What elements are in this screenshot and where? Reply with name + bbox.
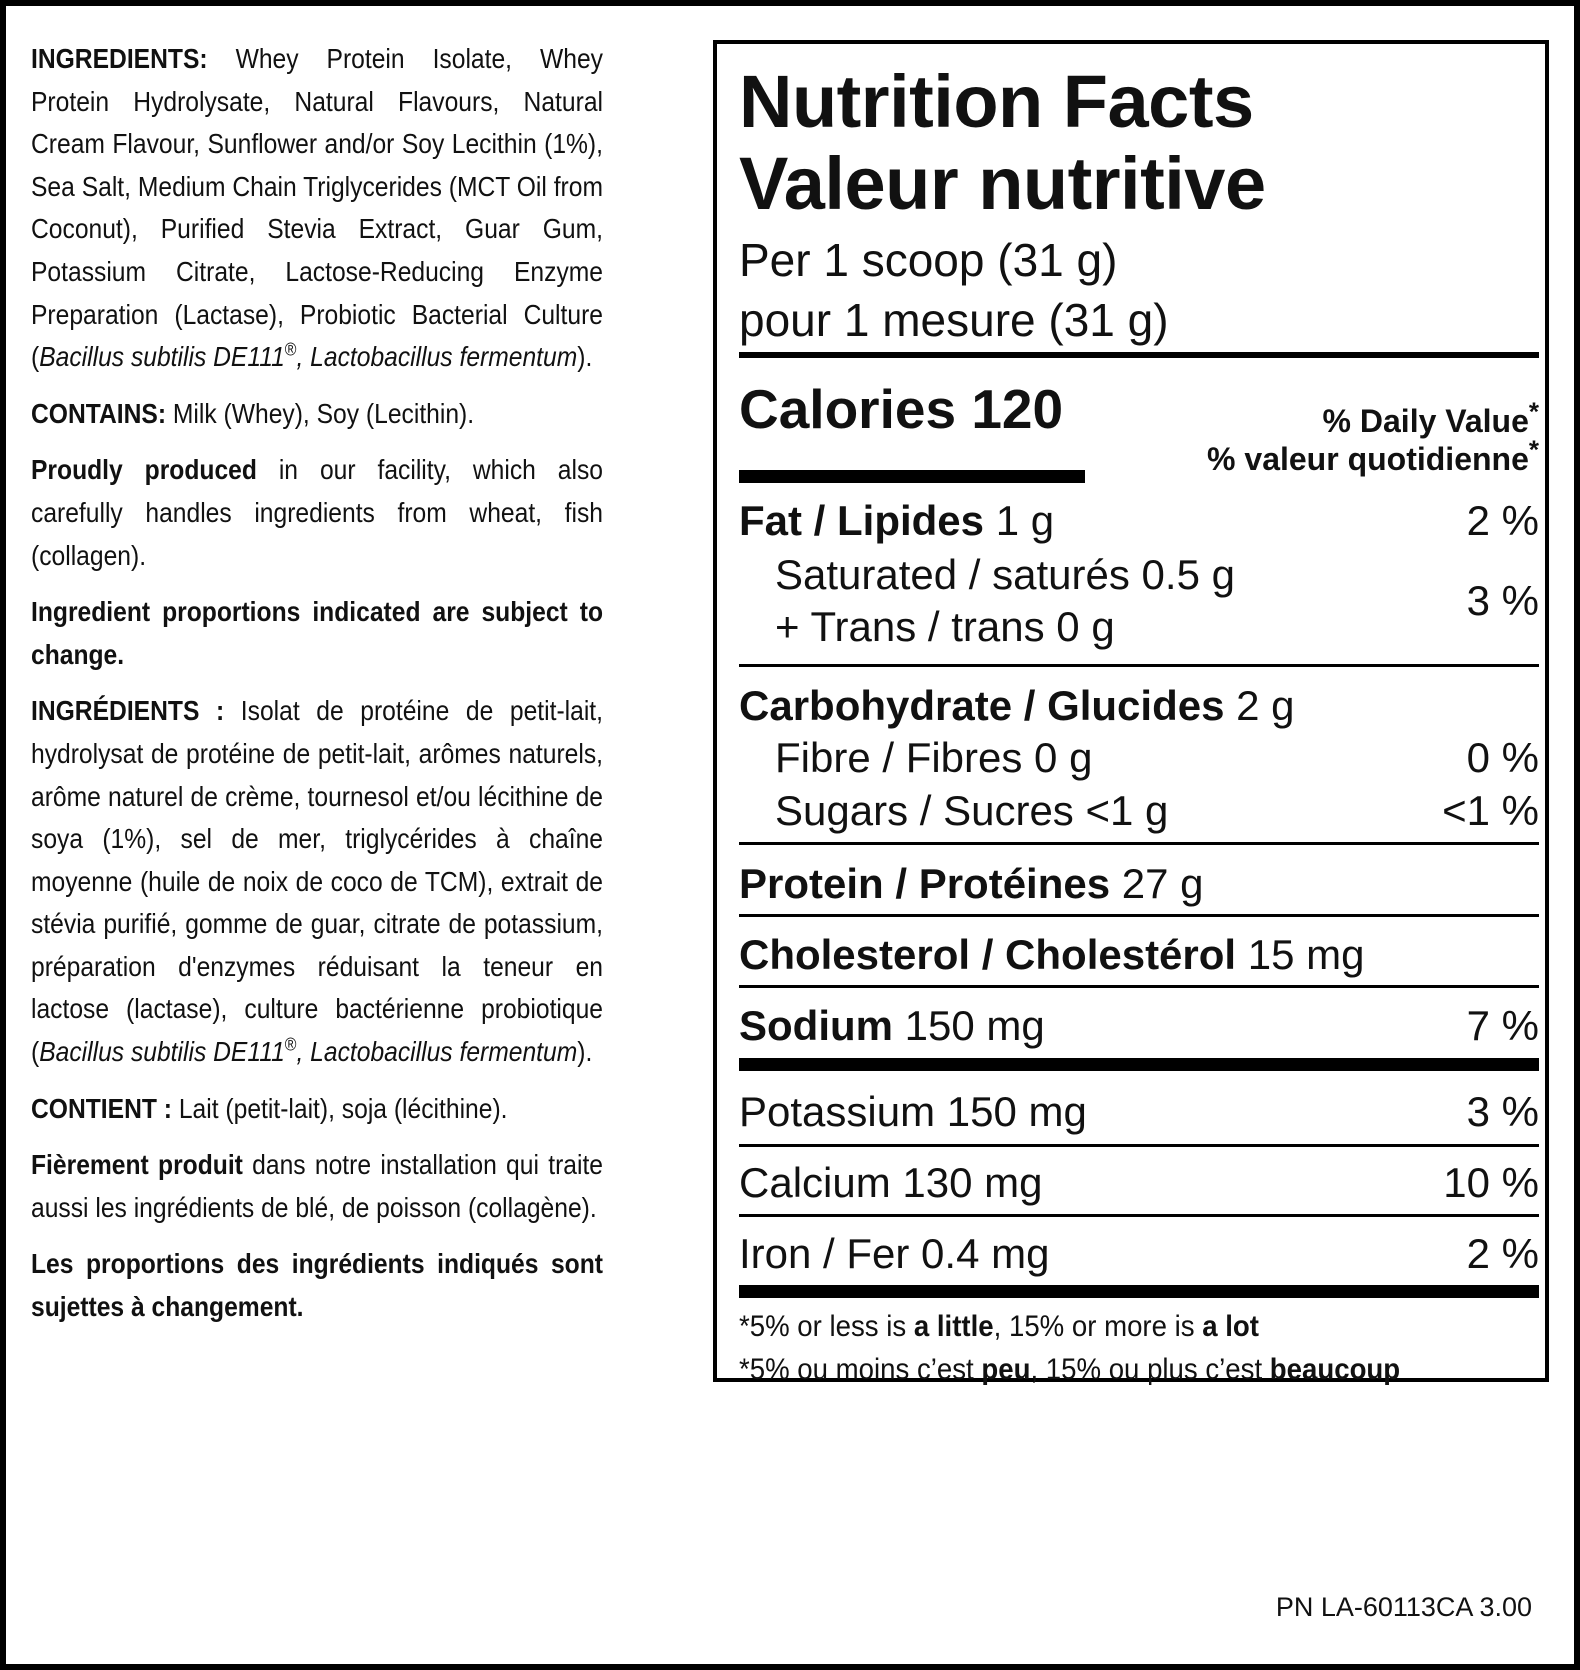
footnote-text: *5% ou moins c’est [739,1353,982,1386]
facility-en-label: Proudly produced [31,454,257,486]
footnote-bold: a lot [1202,1310,1259,1343]
culture-name: Bacillus subtilis DE111 [39,341,285,373]
daily-value-en: % Daily Value [1322,403,1529,439]
registered-mark: ® [284,339,297,360]
carbohydrate-amount: 2 g [1224,682,1295,729]
footnote-bold: a little [913,1310,994,1343]
asterisk: * [1528,434,1539,465]
divider [739,352,1539,358]
asterisk: * [1528,396,1539,427]
footnote-text: , 15% ou plus c’est [1030,1353,1270,1386]
serving-size-en: Per 1 scoop (31 g) [739,234,1118,286]
facility-fr [31,1144,603,1229]
registered-mark: ® [284,1034,297,1055]
footnote-text: *5% or less is [739,1310,914,1343]
calories-bar [739,470,1085,483]
daily-value-heading [1207,396,1539,478]
facility-en-text: in our facility, which also carefully handles ingredients from wheat, fish (collagen). [31,454,603,571]
contains-en-text: Milk (Whey), Soy (Lecithin). [166,397,475,429]
serving-size-fr: pour 1 mesure (31 g) [739,294,1169,346]
part-number: PN LA-60113CA 3.00 [1275,1592,1532,1622]
calcium-percent: 10 % [1443,1159,1539,1206]
culture-name: Bacillus subtilis DE111 [39,1036,285,1068]
divider [739,914,1539,917]
potassium-percent: 3 % [1466,1088,1539,1135]
sugars-label: Sugars / Sucres <1 g [775,787,1169,834]
change-en-text: Ingredient proportions indicated are subject to change. [31,596,603,670]
saturated-label: Saturated / saturés 0.5 g [775,551,1235,598]
change-fr-text: Les proportions des ingrédients indiqués sont sujettes à changement. [31,1248,603,1323]
thick-divider [739,1285,1539,1298]
fat-amount: 1 g [984,497,1055,544]
sugars-percent: <1 % [1442,787,1539,834]
ingredients-en-label: INGREDIENTS: [31,43,208,74]
sodium-amount: 150 mg [893,1002,1045,1049]
divider [739,985,1539,988]
iron-label: Iron / Fer 0.4 mg [739,1230,1050,1277]
carbohydrate-name: Carbohydrate / Glucides [739,682,1225,729]
culture-name: , Lactobacillus fermentum [296,341,578,373]
ingredients-column [31,38,603,1343]
calories: Calories 120 [739,378,1064,440]
potassium-label: Potassium 150 mg [739,1088,1087,1135]
ingredients-en [31,38,603,379]
contains-fr-label: CONTIENT : [31,1092,172,1124]
fat-name: Fat / Lipides [739,497,985,544]
contains-en-label: CONTAINS: [31,397,167,429]
divider [739,842,1539,845]
footnote-bold: beaucoup [1269,1353,1401,1386]
ingredients-fr [31,690,603,1073]
facility-en [31,449,603,577]
trans-label: + Trans / trans 0 g [775,603,1115,650]
divider [739,664,1539,667]
facility-fr-label: Fièrement produit [31,1149,243,1181]
contains-en [31,393,603,436]
fat-percent: 2 % [1466,497,1539,544]
divider [739,1144,1539,1147]
sat-trans-percent: 3 % [1466,577,1539,624]
cholesterol-amount: 15 mg [1236,931,1365,978]
panel-title-fr: Valeur nutritive [739,142,1266,225]
cholesterol-name: Cholesterol / Cholestérol [739,931,1237,978]
iron-percent: 2 % [1466,1230,1539,1277]
protein-name: Protein / Protéines [739,860,1111,907]
change-en [31,591,603,676]
contains-fr-text: Lait (petit-lait), soja (lécithine). [171,1092,508,1124]
culture-name: , Lactobacillus fermentum [296,1036,578,1068]
ingredients-en-text: Whey Protein Isolate, Whey Protein Hydrolysate, Natural Flavours, Natural Cream Flavour, Sunflower and/or Soy Lecithin (1%), Sea Salt, Medium Chain Triglycerides (MCT Oil from Coconut), Purified Stevia Extract, Guar Gum, Potassium Citrate, Lactose-Reducing Enzyme Preparation (Lactase), Probiotic Bacterial Culture ( [31,43,604,373]
ingredients-en-end: ). [577,341,593,373]
fibre-percent: 0 % [1466,734,1539,781]
contains-fr [31,1088,603,1131]
sodium-name: Sodium [739,1002,893,1049]
protein-amount: 27 g [1110,860,1204,907]
footnote-fr [739,1349,1400,1391]
calcium-label: Calcium 130 mg [739,1159,1043,1206]
panel-title-en: Nutrition Facts [739,60,1254,143]
change-fr [31,1243,603,1328]
facility-fr-text: dans notre installation qui traite aussi les ingrédients de blé, de poisson (collagène). [31,1149,604,1223]
fibre-label: Fibre / Fibres 0 g [775,734,1093,781]
footnote-en [739,1306,1259,1348]
daily-value-fr: % valeur quotidienne [1207,441,1529,477]
footnote-text: , 15% or more is [993,1310,1203,1343]
sodium-percent: 7 % [1466,1002,1539,1049]
footnote-bold: peu [981,1353,1031,1386]
divider [739,1214,1539,1217]
thick-divider [739,1058,1539,1071]
nutrition-facts-panel [713,40,1549,1386]
ingredients-fr-label: INGRÉDIENTS : [31,695,225,727]
ingredients-fr-text: Isolat de protéine de petit-lait, hydrolysat de protéine de petit-lait, arômes naturels, arôme naturel de crème, tournesol et/ou lécithine de soya (1%), sel de mer, triglycérides à chaîne moyenne (huile de noix de coco de TCM), extrait de stévia purifié, gomme de guar, citrate de potassium, préparation d'enzymes réduisant la teneur en lactose (lactase), culture bactérienne probiotique ( [31,695,603,1068]
ingredients-fr-end: ). [577,1036,593,1068]
